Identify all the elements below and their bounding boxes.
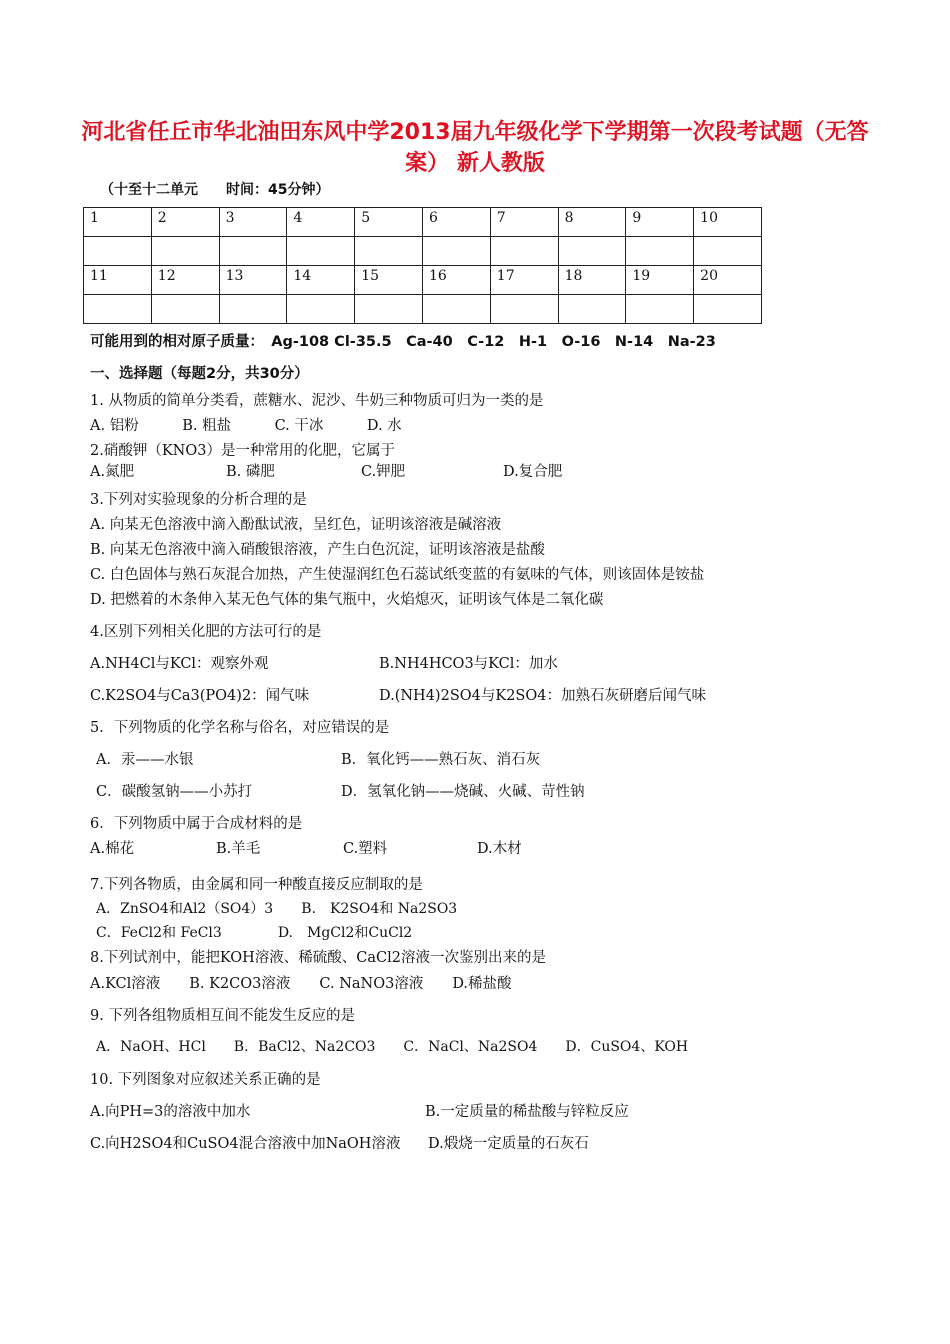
question-options: A.KCl溶液 B. K2CO3溶液 C. NaNO3溶液 D.稀盐酸 bbox=[90, 976, 512, 992]
option-d: D.煅烧一定质量的石灰石 bbox=[428, 1136, 589, 1152]
option-d: D.(NH4)2SO4与K2SO4：加熟石灰研磨后闻气味 bbox=[379, 688, 706, 704]
option-d: D.木材 bbox=[477, 841, 522, 857]
question-stem: 9. 下列各组物质相互间不能发生反应的是 bbox=[90, 1008, 355, 1024]
option-b: B. 磷肥 bbox=[226, 464, 275, 480]
option-c: C.塑料 bbox=[343, 841, 388, 857]
answer-cell-number: 8 bbox=[558, 208, 626, 237]
answer-cell-number: 4 bbox=[287, 208, 355, 237]
answer-blank-cell bbox=[422, 237, 490, 266]
answer-cell-number: 17 bbox=[490, 266, 558, 295]
answer-blank-cell bbox=[422, 295, 490, 324]
option-c: C．碳酸氢钠——小苏打 bbox=[96, 784, 253, 800]
answer-blank-cell bbox=[219, 237, 287, 266]
answer-cell-number: 7 bbox=[490, 208, 558, 237]
answer-blank-cell bbox=[84, 295, 152, 324]
option-d: D．氢氧化钠——烧碱、火碱、苛性钠 bbox=[341, 784, 585, 800]
question-stem: 5．下列物质的化学名称与俗名，对应错误的是 bbox=[90, 720, 390, 736]
answer-blank-cell bbox=[219, 295, 287, 324]
question-options: A. 铝粉 B. 粗盐 C. 干冰 D. 水 bbox=[90, 418, 402, 434]
option-b: B. 向某无色溶液中滴入硝酸银溶液，产生白色沉淀，证明该溶液是盐酸 bbox=[90, 542, 545, 558]
answer-cell-number: 16 bbox=[422, 266, 490, 295]
answer-cell-number: 18 bbox=[558, 266, 626, 295]
answer-table-blank-row bbox=[84, 295, 762, 324]
option-c: C.向H2SO4和CuSO4混合溶液中加NaOH溶液 bbox=[90, 1136, 401, 1152]
answer-cell-number: 11 bbox=[84, 266, 152, 295]
answer-blank-cell bbox=[626, 237, 694, 266]
options-ab: A．ZnSO4和Al2（SO4）3 B. K2SO4和 Na2SO3 bbox=[96, 901, 458, 917]
question-stem: 6．下列物质中属于合成材料的是 bbox=[90, 816, 303, 832]
option-c: C. 白色固体与熟石灰混合加热，产生使湿润红色石蕊试纸变蓝的有氨味的气体，则该固体是铵盐 bbox=[90, 567, 705, 583]
answer-table-header-row bbox=[84, 208, 762, 237]
answer-blank-cell bbox=[558, 295, 626, 324]
answer-cell-number: 15 bbox=[355, 266, 423, 295]
answer-blank-cell bbox=[694, 237, 762, 266]
option-a: A.向PH=3的溶液中加水 bbox=[90, 1104, 251, 1120]
answer-cell-number: 3 bbox=[219, 208, 287, 237]
question-stem: 2.硝酸钾（KNO3）是一种常用的化肥，它属于 bbox=[90, 443, 395, 459]
answer-blank-cell bbox=[151, 295, 219, 324]
answer-cell-number: 13 bbox=[219, 266, 287, 295]
answer-cell-number: 14 bbox=[287, 266, 355, 295]
answer-blank-cell bbox=[355, 295, 423, 324]
answer-cell-number: 9 bbox=[626, 208, 694, 237]
question-stem: 7.下列各物质，由金属和同一种酸直接反应制取的是 bbox=[90, 877, 423, 893]
question-stem: 10. 下列图象对应叙述关系正确的是 bbox=[90, 1072, 321, 1088]
option-a: A．汞——水银 bbox=[96, 752, 194, 768]
answer-blank-cell bbox=[287, 237, 355, 266]
answer-blank-cell bbox=[84, 237, 152, 266]
option-c: C.K2SO4与Ca3(PO4)2：闻气味 bbox=[90, 688, 310, 704]
answer-blank-cell bbox=[287, 295, 355, 324]
answer-cell-number: 10 bbox=[694, 208, 762, 237]
answer-blank-cell bbox=[558, 237, 626, 266]
answer-table-header-row bbox=[84, 266, 762, 295]
question-stem: 8.下列试剂中，能把KOH溶液、稀硫酸、CaCl2溶液一次鉴别出来的是 bbox=[90, 950, 547, 966]
option-b: B.羊毛 bbox=[216, 841, 261, 857]
option-a: A. 向某无色溶液中滴入酚酞试液，呈红色，证明该溶液是碱溶液 bbox=[90, 517, 502, 533]
answer-blank-cell bbox=[626, 295, 694, 324]
question-options: A．NaOH、HCl B．BaCl2、Na2CO3 C．NaCl、Na2SO4 D．CuSO4、KOH bbox=[96, 1039, 689, 1055]
answer-cell-number: 20 bbox=[694, 266, 762, 295]
page-title: 河北省任丘市华北油田东风中学2013届九年级化学下学期第一次段考试题（无答案） 新人教版 bbox=[81, 120, 869, 176]
option-a: A.棉花 bbox=[90, 841, 135, 857]
option-a: A.NH4Cl与KCl：观察外观 bbox=[90, 656, 269, 672]
answer-cell-number: 19 bbox=[626, 266, 694, 295]
exam-subtitle: （十至十二单元 时间：45分钟） bbox=[100, 182, 330, 198]
answer-blank-cell bbox=[151, 237, 219, 266]
answer-cell-number: 2 bbox=[151, 208, 219, 237]
answer-cell-number: 1 bbox=[84, 208, 152, 237]
atomic-mass-note: 可能用到的相对原子质量： Ag-108 Cl-35.5 Ca-40 C-12 H-1 O-16 N-14 Na-23 bbox=[90, 334, 716, 350]
answer-blank-cell bbox=[355, 237, 423, 266]
answer-blank-cell bbox=[490, 237, 558, 266]
answer-table-blank-row bbox=[84, 237, 762, 266]
options-cd: C．FeCl2和 FeCl3 D. MgCl2和CuCl2 bbox=[96, 925, 413, 941]
option-b: B．氧化钙——熟石灰、消石灰 bbox=[341, 752, 541, 768]
option-c: C.钾肥 bbox=[361, 464, 406, 480]
answer-table bbox=[83, 207, 762, 324]
question-stem: 3.下列对实验现象的分析合理的是 bbox=[90, 492, 307, 508]
option-d: D. 把燃着的木条伸入某无色气体的集气瓶中，火焰熄灭，证明该气体是二氧化碳 bbox=[90, 592, 604, 608]
question-stem: 1. 从物质的简单分类看，蔗糖水、泥沙、牛奶三种物质可归为一类的是 bbox=[90, 393, 544, 409]
option-b: B.一定质量的稀盐酸与锌粒反应 bbox=[425, 1104, 629, 1120]
answer-cell-number: 5 bbox=[355, 208, 423, 237]
question-stem: 4.区别下列相关化肥的方法可行的是 bbox=[90, 624, 322, 640]
option-b: B.NH4HCO3与KCl：加水 bbox=[379, 656, 558, 672]
answer-blank-cell bbox=[490, 295, 558, 324]
answer-cell-number: 12 bbox=[151, 266, 219, 295]
option-a: A.氮肥 bbox=[90, 464, 135, 480]
section-heading: 一、选择题（每题2分，共30分） bbox=[90, 366, 309, 382]
answer-cell-number: 6 bbox=[422, 208, 490, 237]
option-d: D.复合肥 bbox=[503, 464, 563, 480]
answer-blank-cell bbox=[694, 295, 762, 324]
